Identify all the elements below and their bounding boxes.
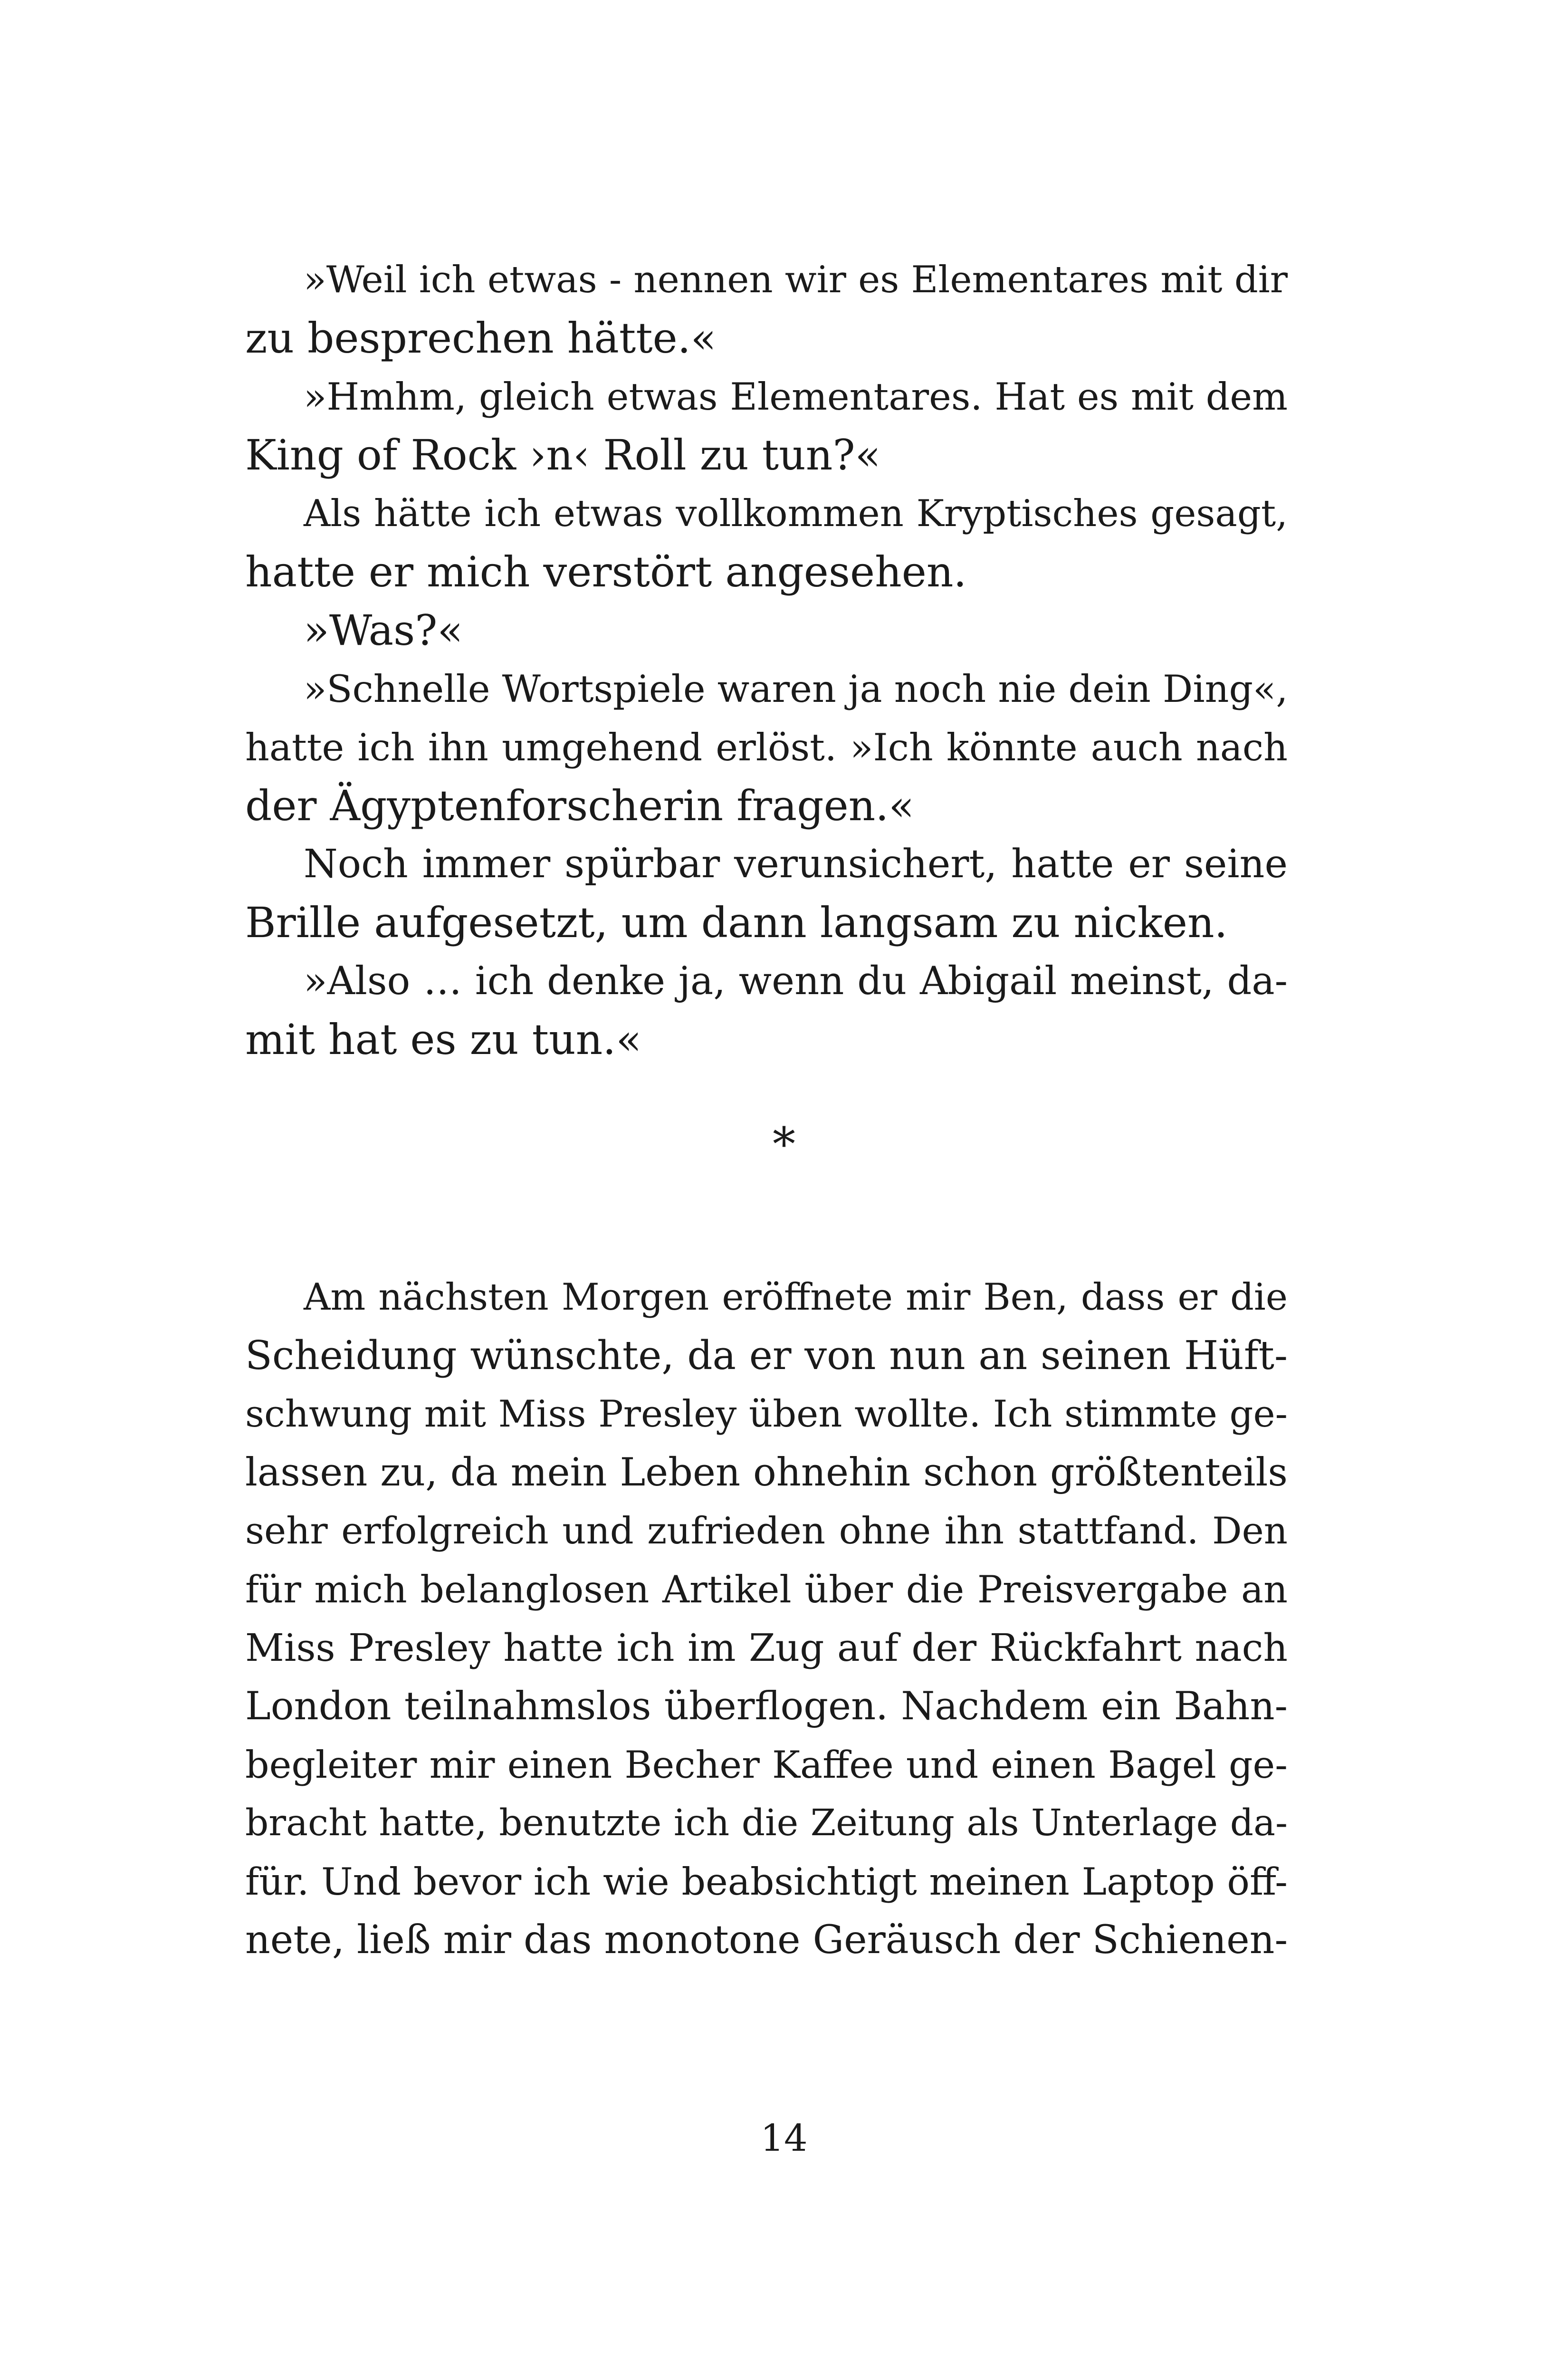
- text-line: hatte ich ihn umgehend erlöst. »Ich könnte auch nach: [245, 726, 1288, 769]
- section-separator: *: [773, 1118, 795, 1171]
- text-line: hatte er mich verstört angesehen.: [245, 547, 967, 596]
- text-line: King of Rock ›n‹ Roll zu tun?«: [245, 431, 881, 479]
- text-line: Als hätte ich etwas vollkommen Kryptisches gesagt,: [304, 492, 1288, 535]
- text-line: Brille aufgesetzt, um dann langsam zu nicken.: [245, 898, 1228, 947]
- text-line: lassen zu, da mein Leben ohnehin schon größtenteils: [245, 1450, 1288, 1495]
- page-number: 14: [760, 2117, 808, 2160]
- text-line: Am nächsten Morgen eröffnete mir Ben, dass er die: [304, 1276, 1288, 1319]
- text-line: zu besprechen hätte.«: [245, 314, 717, 363]
- text-line: »Hmhm, gleich etwas Elementares. Hat es mit dem: [304, 375, 1288, 419]
- text-line: London teilnahmslos überflogen. Nachdem ein Bahn-: [245, 1684, 1288, 1729]
- text-line: begleiter mir einen Becher Kaffee und einen Bagel ge-: [245, 1743, 1288, 1787]
- text-line: »Weil ich etwas - nennen wir es Elementares mit dir: [304, 259, 1288, 301]
- text-line: für mich belanglosen Artikel über die Preisvergabe an: [245, 1568, 1288, 1611]
- text-line: »Was?«: [304, 606, 463, 655]
- text-line: der Ägyptenforscherin fragen.«: [245, 781, 915, 830]
- text-line: Noch immer spürbar verunsichert, hatte er seine: [304, 842, 1288, 887]
- text-line: sehr erfolgreich und zufrieden ohne ihn stattfand. Den: [245, 1510, 1288, 1552]
- text-line: Miss Presley hatte ich im Zug auf der Rückfahrt nach: [245, 1626, 1288, 1670]
- text-line: »Schnelle Wortspiele waren ja noch nie dein Ding«,: [304, 667, 1288, 711]
- text-line: Scheidung wünschte, da er von nun an seinen Hüft-: [245, 1332, 1288, 1379]
- text-line: »Also … ich denke ja, wenn du Abigail meinst, da-: [304, 959, 1288, 1004]
- text-line: nete, ließ mir das monotone Geräusch der Schienen-: [245, 1917, 1288, 1963]
- text-line: bracht hatte, benutzte ich die Zeitung als Unterlage da-: [245, 1802, 1288, 1844]
- text-line: mit hat es zu tun.«: [245, 1015, 642, 1064]
- text-line: für. Und bevor ich wie beabsichtigt meinen Laptop öff-: [245, 1860, 1288, 1904]
- text-line: schwung mit Miss Presley üben wollte. Ich stimmte ge-: [245, 1393, 1288, 1436]
